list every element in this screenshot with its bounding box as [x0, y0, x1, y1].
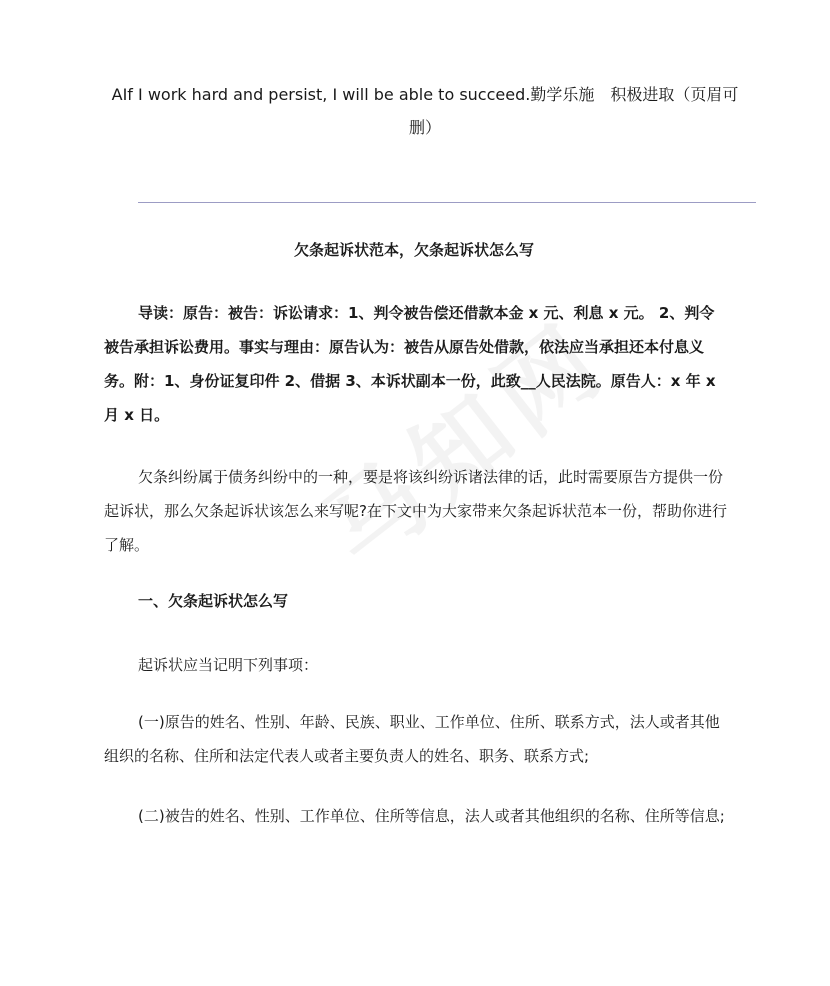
summary-paragraph: 导读：原告：被告：诉讼请求：1、判令被告偿还借款本金 x 元、利息 x 元。 2、判令被告承担诉讼费用。事实与理由：原告认为：被告从原告处借款，依法应当承担还本付息义务。附：1、身份证复印件 2、借据 3、本诉状副本一份，此致__人民法院。原告人：x 年 x 月 x 日。: [104, 304, 716, 424]
header-divider: [138, 202, 756, 203]
list-item-plaintiff: (一)原告的姓名、性别、年龄、民族、职业、工作单位、住所、联系方式，法人或者其他组织的名称、住所和法定代表人或者主要负责人的姓名、职务、联系方式;: [104, 713, 720, 765]
intro-paragraph: 欠条纠纷属于债务纠纷中的一种，要是将该纠纷诉诸法律的话，此时需要原告方提供一份起诉状，那么欠条起诉状该怎么来写呢?在下文中为大家带来欠条起诉状范本一份，帮助你进行了解。: [104, 468, 727, 554]
list-item-defendant: (二)被告的姓名、性别、工作单位、住所等信息，法人或者其他组织的名称、住所等信息;: [138, 807, 725, 825]
page-header-text: AIf I work hard and persist, I will be able to succeed.勤学乐施 积极进取（页眉可删）: [111, 85, 739, 137]
section-heading: 一、欠条起诉状怎么写: [138, 592, 289, 610]
section-lead-paragraph: 起诉状应当记明下列事项：: [138, 656, 319, 674]
document-title: 欠条起诉状范本，欠条起诉状怎么写: [293, 241, 534, 259]
